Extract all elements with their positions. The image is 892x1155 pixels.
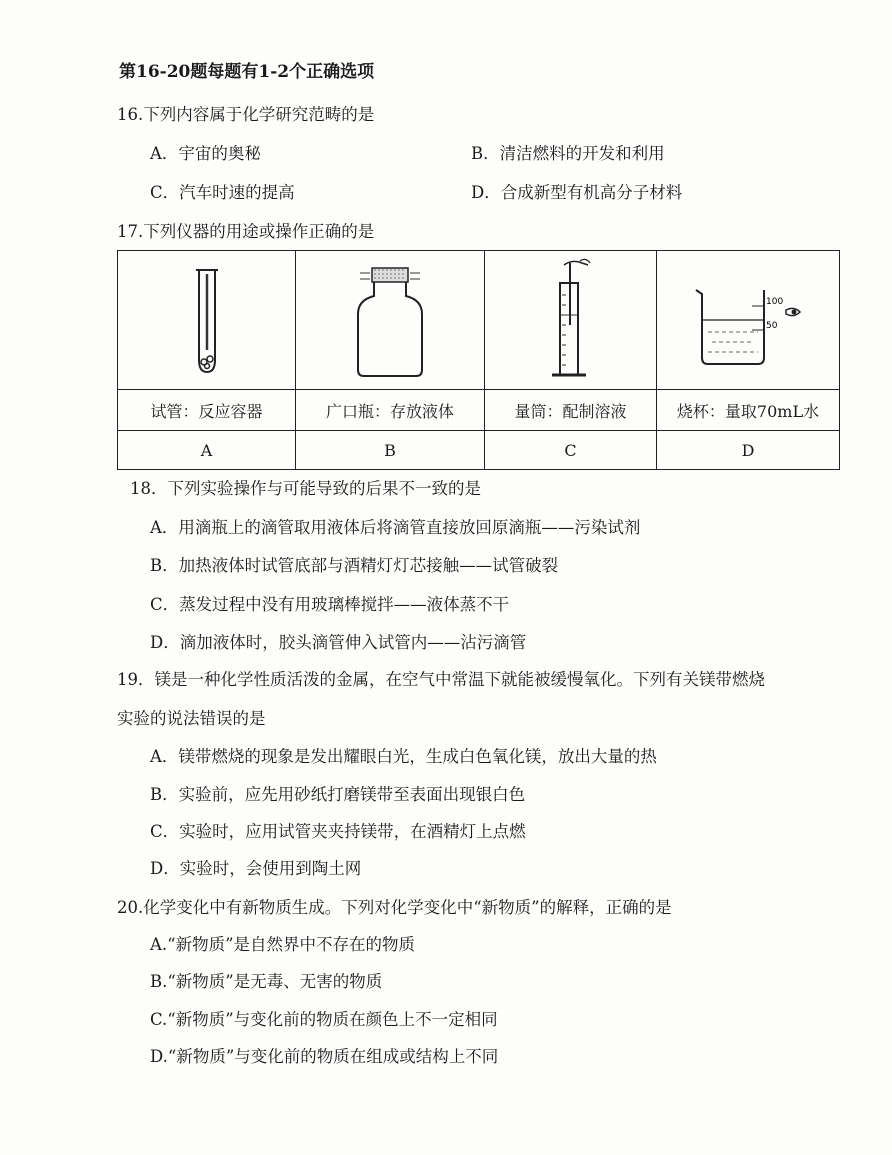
instrument-table	[117, 250, 840, 470]
wide-mouth-bottle-cell	[296, 251, 485, 390]
beaker-icon	[688, 270, 808, 370]
q16-option-c: C．汽车时速的提高	[150, 183, 295, 202]
test-tube-icon	[187, 260, 227, 380]
label-b: B	[296, 431, 485, 470]
q19-option-d: D．实验时，会使用到陶土网	[150, 859, 362, 878]
question-18-stem: 18．下列实验操作与可能导致的后果不一致的是	[130, 479, 481, 498]
q20-option-a: A.“新物质”是自然界中不存在的物质	[150, 935, 416, 954]
caption-c: 量筒：配制溶液	[485, 390, 657, 431]
q18-option-d: D．滴加液体时，胶头滴管伸入试管内——沾污滴管	[150, 633, 527, 652]
caption-a: 试管：反应容器	[118, 390, 296, 431]
question-19-stem-line2: 实验的说法错误的是	[117, 709, 266, 728]
beaker-cell	[657, 251, 840, 390]
q19-option-c: C．实验时，应用试管夹夹持镁带，在酒精灯上点燃	[150, 822, 526, 841]
beaker-mark-100: 100	[766, 297, 784, 307]
caption-b: 广口瓶：存放液体	[296, 390, 485, 431]
label-a: A	[118, 431, 296, 470]
q18-option-a: A．用滴瓶上的滴管取用液体后将滴管直接放回原滴瓶——污染试剂	[150, 518, 641, 537]
q20-option-b: B.“新物质”是无毒、无害的物质	[150, 972, 383, 991]
question-19-stem-line1: 19．镁是一种化学性质活泼的金属，在空气中常温下就能被缓慢氧化。下列有关镁带燃烧	[117, 670, 765, 689]
graduated-cylinder-icon	[536, 255, 606, 385]
q16-option-b: B．清洁燃料的开发和利用	[471, 144, 665, 163]
label-c: C	[485, 431, 657, 470]
q20-option-d: D.“新物质”与变化前的物质在组成或结构上不同	[150, 1047, 499, 1066]
q20-option-c: C.“新物质”与变化前的物质在颜色上不一定相同	[150, 1010, 498, 1029]
q19-option-b: B．实验前，应先用砂纸打磨镁带至表面出现银白色	[150, 785, 526, 804]
caption-d: 烧杯：量取70mL水	[657, 390, 840, 431]
wide-mouth-bottle-icon	[350, 260, 430, 380]
q16-option-a: A．宇宙的奥秘	[150, 144, 261, 163]
question-16-stem: 16.下列内容属于化学研究范畴的是	[117, 105, 375, 124]
section-title: 第16-20题每题有1-2个正确选项	[119, 62, 375, 82]
q19-option-a: A．镁带燃烧的现象是发出耀眼白光，生成白色氧化镁，放出大量的热	[150, 747, 657, 766]
question-17-stem: 17.下列仪器的用途或操作正确的是	[117, 222, 375, 241]
q18-option-b: B．加热液体时试管底部与酒精灯灯芯接触——试管破裂	[150, 556, 559, 575]
q18-option-c: C．蒸发过程中没有用玻璃棒搅拌——液体蒸不干	[150, 595, 510, 614]
question-20-stem: 20.化学变化中有新物质生成。下列对化学变化中“新物质”的解释，正确的是	[117, 898, 672, 917]
test-tube-cell	[118, 251, 296, 390]
label-d: D	[657, 431, 840, 470]
beaker-mark-50: 50	[766, 321, 778, 331]
q16-option-d: D．合成新型有机高分子材料	[471, 183, 683, 202]
graduated-cylinder-cell	[485, 251, 657, 390]
